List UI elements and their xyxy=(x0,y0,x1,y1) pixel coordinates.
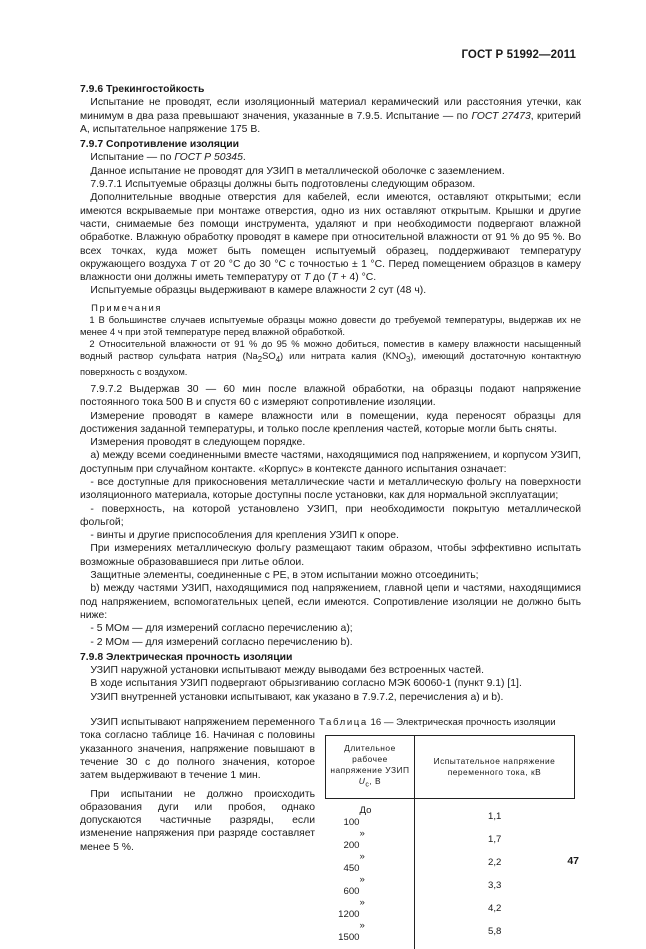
paragraph: При испытании не должно происходить образования дуги или пробоя, однако допускаются частичные разряды, если изменение напряжения при разряде составляет менее 5 %. xyxy=(80,788,315,853)
paragraph: Испытание не проводят, если изоляционный материал керамический или расстояния утечки, как минимум в два раза превышают значения, указанные в 7.9.5. Испытание — по ГОСТ 27473, критерий А, испытательное напряжение 175 В. xyxy=(80,97,581,135)
paragraph: b) между частями УЗИП, находящимися под напряжением, главной цепи и частями, находящимися под напряжением, вспомогательных цепей, если имеются. Сопротивление изоляции не должно быть ниже: xyxy=(80,583,581,621)
column-header-test-voltage: Испытательное напряжение переменного тока, кВ xyxy=(414,736,574,799)
paragraph: - 5 МОм — для измерений согласно перечислению а); xyxy=(90,623,353,635)
table-16-block xyxy=(319,716,581,949)
voltage-cell: »450 xyxy=(326,851,415,874)
paragraph: 7.9.7.2 Выдержав 30 — 60 мин после влажной обработки, на образцы подают напряжение постоянного тока 500 В и спустя 60 с измеряют сопротивление изоляции. xyxy=(80,383,581,409)
table-16 xyxy=(325,735,575,949)
test-voltage-cell: 2,2 xyxy=(488,856,502,868)
standard-number: ГОСТ Р 51992—2011 xyxy=(461,49,576,61)
heading-7-9-6: 7.9.6 Трекингостойкость xyxy=(80,84,205,95)
test-voltage-cell: 1,7 xyxy=(488,833,502,845)
page-number: 47 xyxy=(567,855,579,867)
table-row xyxy=(326,920,575,949)
voltage-cell: »1500 xyxy=(326,920,415,949)
table-row xyxy=(326,828,575,851)
test-voltage-cell: 1,1 xyxy=(488,810,502,822)
page-content xyxy=(80,81,581,949)
paragraph: Испытуемые образцы выдерживают в камере влажности 2 сут (48 ч). xyxy=(90,285,427,297)
voltage-cell: »1200 xyxy=(326,897,415,920)
paragraph: Дополнительные вводные отверстия для кабелей, если имеются, оставляют открытыми; если имеются вскрываемые при монтаже отверстия, одно из них оставляют открытым. Крышки и другие части, снимаемые без помощи инструмента, удаляют и при необходимости подвергают влажной обработке. Влажную обработку проводят в камере при относительной влажности от 91 % до 95 %. Во всех точках, куда может быть помещен испытуемый образец, поддерживают температуру окружающего воздуха T от 20 °С до 30 °С с точностью ± 1 °С. Перед помещением образцов в камеру влажности они должны иметь температуру от T до (T + 4) °С. xyxy=(80,192,581,284)
note-1: 1 В большинстве случаев испытуемые образцы можно довести до требуемой температуры, выдержав их не менее 4 ч при этой температуре перед влажной обработкой. xyxy=(80,314,581,338)
paragraph: 7.9.7.1 Испытуемые образцы должны быть подготовлены следующим образом. xyxy=(90,179,476,191)
note-2: 2 Относительной влажности от 91 % до 95 % можно добиться, поместив в камеру влажности насыщенный водный раствор сульфата натрия $(Na_2SO_4)$ или нитрата калия $(KNO_3)$, имеющий достаточную контактную поверхность с воздухом. xyxy=(80,338,581,377)
heading-7-9-7: 7.9.7 Сопротивление изоляции xyxy=(80,139,240,151)
paragraph: - поверхность, на которой установлено УЗИП, при необходимости покрытую металлической фольгой; xyxy=(80,503,581,528)
heading-7-9-8: 7.9.8 Электрическая прочность изоляции xyxy=(80,651,293,663)
paragraph: Защитные элементы, соединенные с PE, в этом испытании можно отсоединить; xyxy=(90,570,479,582)
table-row xyxy=(326,897,575,920)
table-row xyxy=(326,874,575,897)
paragraph: - все доступные для прикосновения металлические части и металлическую фольгу на поверхности изоляционного материала, которые доступны после установки, как для нормальной эксплуатации; xyxy=(80,477,581,502)
paragraph: Измерение проводят в камере влажности или в помещении, куда переносят образцы для достижения заданной температуры, и только после крепления частей, которые могли быть сняты. xyxy=(80,410,581,435)
paragraph: а) между всеми соединенными вместе частями, находящимися под напряжением, и корпусом УЗИП, доступным при случайном контакте. «Корпус» в контексте данного испытания означает: xyxy=(80,450,581,475)
two-column-block xyxy=(80,716,581,949)
paragraph: - 2 МОм — для измерений согласно перечислению b). xyxy=(90,636,353,648)
paragraph: Испытание — по ГОСТ Р 50345. xyxy=(90,152,246,164)
paragraph: УЗИП испытывают напряжением переменного тока согласно таблице 16. Начиная с половины указанного значения, напряжение повышают в течение 30 с до полного значения, которое затем выдерживают в течение 1 мин. xyxy=(80,717,315,782)
notes-title: Примечания xyxy=(91,301,163,313)
paragraph: - винты и другие приспособления для крепления УЗИП к опоре. xyxy=(90,530,399,542)
table-caption: Таблица 16 — Электрическая прочность изоляции xyxy=(319,717,556,729)
test-voltage-cell: 5,8 xyxy=(488,925,502,937)
voltage-cell: До100 xyxy=(326,799,415,829)
table-row xyxy=(326,799,575,829)
voltage-cell: »200 xyxy=(326,828,415,851)
table-row xyxy=(326,851,575,874)
paragraph: При измерениях металлическую фольгу размещают таким образом, чтобы эффективно испытать возможные образовавшиеся при литье облои. xyxy=(80,543,581,568)
paragraph: УЗИП внутренней установки испытывают, как указано в 7.9.7.2, перечисления а) и b). xyxy=(90,691,504,703)
paragraph: В ходе испытания УЗИП подвергают обрызгиванию согласно МЭК 60060-1 (пункт 9.1) [1]. xyxy=(90,678,522,690)
paragraph: Данное испытание не проводят для УЗИП в металлической оболочке с заземлением. xyxy=(90,165,505,177)
paragraph: УЗИП наружной установки испытывают между выводами без встроенных частей. xyxy=(90,665,484,677)
paragraph: Измерения проводят в следующем порядке. xyxy=(90,437,306,449)
test-voltage-cell: 3,3 xyxy=(488,879,502,891)
left-column xyxy=(80,716,315,949)
voltage-cell: »600 xyxy=(326,874,415,897)
test-voltage-cell: 4,2 xyxy=(488,902,502,914)
column-header-voltage: Длительное рабочее напряжение УЗИП $U_c$, В xyxy=(326,736,415,799)
